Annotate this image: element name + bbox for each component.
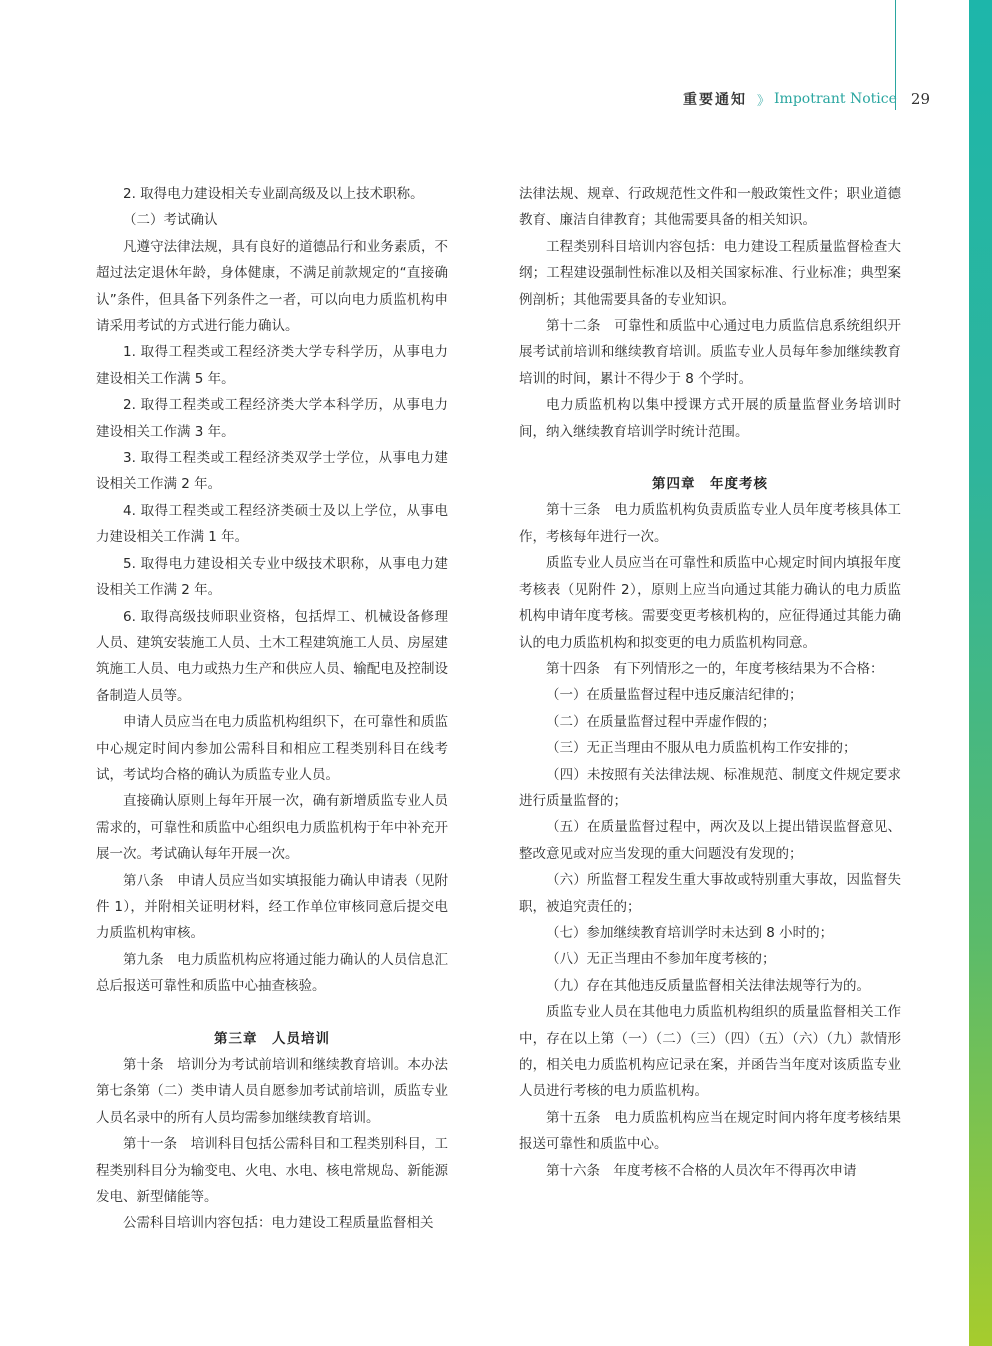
paragraph: 第十六条 年度考核不合格的人员次年不得再次申请 <box>546 1162 857 1179</box>
chapter-heading: 第四章 年度考核 <box>652 476 768 493</box>
paragraph: 5. 取得电力建设相关专业中级技术职称，从事电力建设相关工作满 2 年。 <box>96 555 448 599</box>
paragraph: （九）存在其他违反质量监督相关法律法规等行为的。 <box>546 977 870 994</box>
paragraph: 工程类别科目培训内容包括：电力建设工程质量监督检查大纲；工程建设强制性标准以及相关国家标准、行业标准；典型案例剖析；其他需要具备的专业知识。 <box>519 238 901 308</box>
page-number: 29 <box>910 90 930 108</box>
paragraph: （二）在质量监督过程中弄虚作假的； <box>546 713 776 730</box>
paragraph: 第十三条 电力质监机构负责质监专业人员年度考核具体工作，考核每年进行一次。 <box>519 502 901 545</box>
paragraph: （一）在质量监督过程中违反廉洁纪律的； <box>546 687 803 704</box>
paragraph: 第八条 申请人员应当如实填报能力确认申请表（见附件 1），并附相关证明材料，经工作单位审核同意后提交电力质监机构审核。 <box>96 872 448 942</box>
right-text-column <box>519 181 901 1184</box>
paragraph-spacer <box>519 445 901 471</box>
paragraph: （七）参加继续教育培训学时未达到 8 小时的； <box>546 924 834 941</box>
paragraph: 法律法规、规章、行政规范性文件和一般政策性文件；职业道德教育、廉洁自律教育；其他需要具备的相关知识。 <box>519 186 901 229</box>
paragraph: 6. 取得高级技师职业资格，包括焊工、机械设备修理人员、建筑安装施工人员、土木工程建筑施工人员、房屋建筑施工人员、电力或热力生产和供应人员、输配电及控制设备制造人员等。 <box>96 608 448 704</box>
paragraph: 申请人员应当在电力质监机构组织下，在可靠性和质监中心规定时间内参加公需科目和相应工程类别科目在线考试，考试均合格的确认为质监专业人员。 <box>96 714 448 783</box>
decorative-side-bar <box>969 0 992 1346</box>
paragraph: 电力质监机构以集中授课方式开展的质量监督业务培训时间，纳入继续教育培训学时统计范围。 <box>519 397 901 440</box>
paragraph: （四）未按照有关法律法规、标准规范、制度文件规定要求进行质量监督的； <box>519 766 901 809</box>
paragraph: 质监专业人员在其他电力质监机构组织的质量监督相关工作中，存在以上第（一）（二）（三）（四）（五）（六）（九）款情形的，相关电力质监机构应记录在案，并函告当年度对该质监专业人员进行考核的电力质监机构。 <box>519 1004 901 1100</box>
paragraph: 直接确认原则上每年开展一次，确有新增质监专业人员需求的，可靠性和质监中心组织电力质监机构于年中补充开展一次。考试确认每年开展一次。 <box>96 793 448 863</box>
paragraph: （五）在质量监督过程中，两次及以上提出错误监督意见、整改意见或对应当发现的重大问题没有发现的； <box>519 819 901 862</box>
chevron-icon: 》 <box>757 93 771 109</box>
page-header <box>600 88 930 110</box>
paragraph: 质监专业人员应当在可靠性和质监中心规定时间内填报年度考核表（见附件 2），原则上应当向通过其能力确认的电力质监机构申请年度考核。需要变更考核机构的，应征得通过其能力确认的电力质监机构和拟变更的电力质监机构同意。 <box>519 555 901 651</box>
paragraph: 3. 取得工程类或工程经济类双学士学位，从事电力建设相关工作满 2 年。 <box>96 450 448 493</box>
paragraph: 公需科目培训内容包括：电力建设工程质量监督相关 <box>123 1215 434 1232</box>
paragraph: （三）无正当理由不服从电力质监机构工作安排的； <box>546 740 857 757</box>
paragraph: 1. 取得工程类或工程经济类大学专科学历，从事电力建设相关工作满 5 年。 <box>96 344 448 387</box>
paragraph: 第十条 培训分为考试前培训和继续教育培训。本办法第七条第（二）类申请人员自愿参加考试前培训，质监专业人员名录中的所有人员均需参加继续教育培训。 <box>96 1057 448 1126</box>
left-text-column <box>96 181 448 1237</box>
chapter-heading: 第三章 人员培训 <box>214 1030 330 1047</box>
paragraph: 第九条 电力质监机构应将通过能力确认的人员信息汇总后报送可靠性和质监中心抽查核验。 <box>96 951 448 995</box>
paragraph: （二）考试确认 <box>123 212 218 229</box>
paragraph: 4. 取得工程类或工程经济类硕士及以上学位，从事电力建设相关工作满 1 年。 <box>96 502 448 546</box>
paragraph: （八）无正当理由不参加年度考核的； <box>546 951 776 968</box>
paragraph: （六）所监督工程发生重大事故或特别重大事故，因监督失职，被追究责任的； <box>519 872 901 915</box>
paragraph: 2. 取得电力建设相关专业副高级及以上技术职称。 <box>123 186 424 202</box>
paragraph: 第十五条 电力质监机构应当在规定时间内将年度考核结果报送可靠性和质监中心。 <box>519 1109 901 1153</box>
paragraph-spacer <box>96 1000 448 1026</box>
paragraph: 凡遵守法律法规，具有良好的道德品行和业务素质，不超过法定退休年龄，身体健康，不满足前款规定的“直接确认”条件，但具备下列条件之一者，可以向电力质监机构申请采用考试的方式进行能力确认。 <box>96 238 448 335</box>
paragraph: 第十一条 培训科目包括公需科目和工程类别科目，工程类别科目分为输变电、火电、水电、核电常规岛、新能源发电、新型储能等。 <box>96 1136 448 1206</box>
section-title-cn: 重要通知 <box>683 92 748 108</box>
paragraph: 2. 取得工程类或工程经济类大学本科学历，从事电力建设相关工作满 3 年。 <box>96 397 448 440</box>
paragraph: 第十二条 可靠性和质监中心通过电力质监信息系统组织开展考试前培训和继续教育培训。质监专业人员每年参加继续教育培训的时间，累计不得少于 8 个学时。 <box>519 318 901 387</box>
paragraph: 第十四条 有下列情形之一的，年度考核结果为不合格： <box>546 660 884 677</box>
section-title-en: Impotrant Notice <box>774 91 897 107</box>
